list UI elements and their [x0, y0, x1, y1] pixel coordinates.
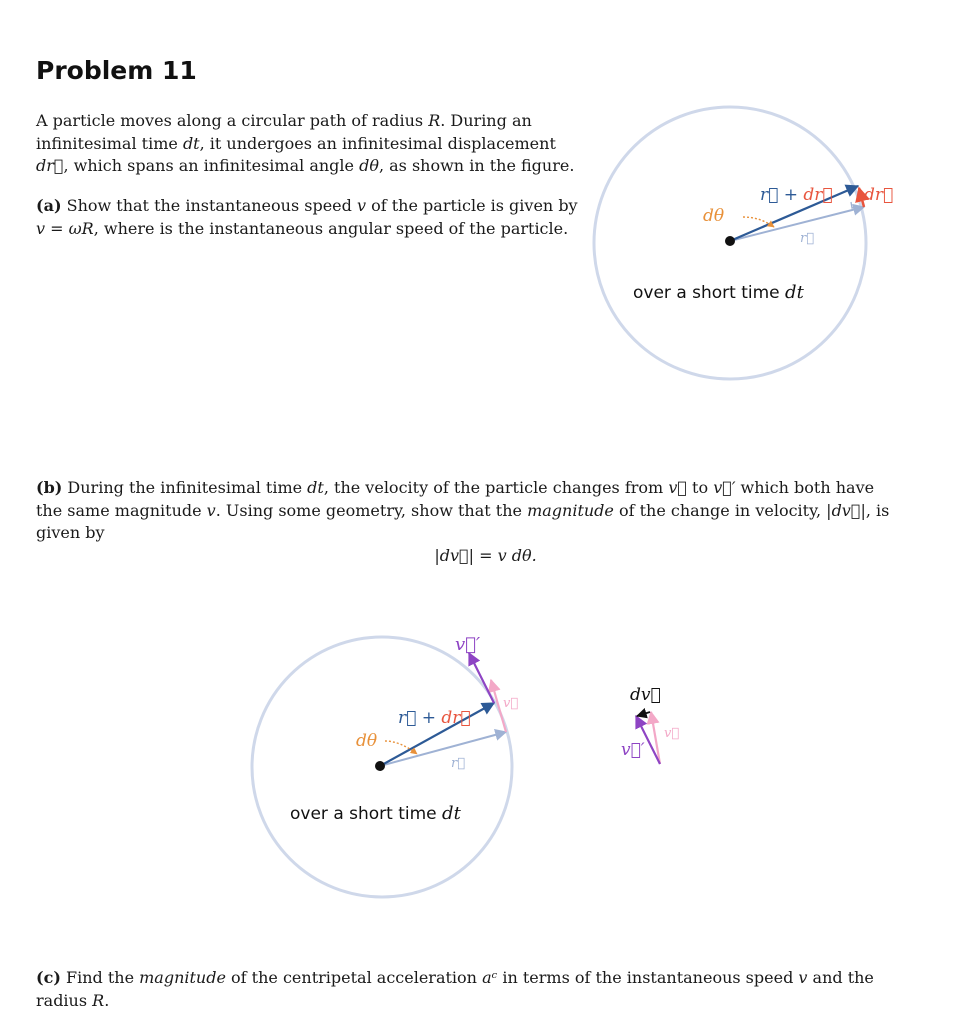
part-b-paragraph: (b) During the infinitesimal time dt, the velocity of the particle changes from v⃗ to v⃗′ which both have the same magnitude v. Using some geometry, show that the magnitude of the change in velocity, |dv⃗|, is given by [36, 478, 890, 542]
fig2-vprime-label: v⃗′ [455, 634, 481, 655]
figure-2 [252, 634, 518, 897]
fig2-dtheta-label: dθ [356, 731, 378, 751]
fig1-right-angle-mark [851, 202, 859, 208]
problem-title: Problem 11 [36, 56, 197, 85]
fig1-r-label: r⃗ [800, 231, 815, 246]
fig2-vprime-vector [469, 653, 494, 703]
fig2-r-plus-dr-label: r⃗ + dr⃗ [398, 708, 471, 728]
figure-3 [621, 685, 679, 764]
fig2-r-vector [380, 732, 506, 766]
fig3-v-label: v⃗ [664, 726, 680, 741]
figure-1 [594, 107, 893, 379]
part-b-equation: |dv⃗| = v dθ. [434, 546, 537, 565]
fig1-dtheta-arc [743, 217, 774, 227]
part-c-paragraph: (c) Find the magnitude of the centripetal acceleration aᶜ in terms of the instantaneous speed v and the radius R. [36, 968, 874, 1010]
fig1-origin-dot [725, 236, 735, 246]
fig3-dv-label: dv⃗ [630, 685, 661, 705]
fig2-caption: over a short time dt [290, 803, 461, 824]
fig1-r-plus-dr-label: r⃗ + dr⃗ [760, 185, 833, 205]
fig2-r-label: r⃗ [451, 756, 466, 771]
fig1-dtheta-label: dθ [703, 206, 725, 226]
intro-paragraph: A particle moves along a circular path of radius R. During an infinitesimal time dt, it undergoes an infinitesimal displacement dr⃗, which spans an infinitesimal angle dθ, as shown in the figure. [36, 111, 575, 175]
part-a-paragraph: (a) Show that the instantaneous speed v of the particle is given by v = ωR, where is the instantaneous angular speed of the particle. [36, 196, 578, 238]
fig3-dv-vector [637, 712, 650, 716]
fig1-caption: over a short time dt [633, 282, 804, 303]
fig2-v-label: v⃗ [503, 696, 519, 711]
fig1-dr-side-label: dr⃗ [864, 185, 894, 205]
fig2-origin-dot [375, 761, 385, 771]
fig3-vprime-label: v⃗′ [621, 740, 645, 760]
